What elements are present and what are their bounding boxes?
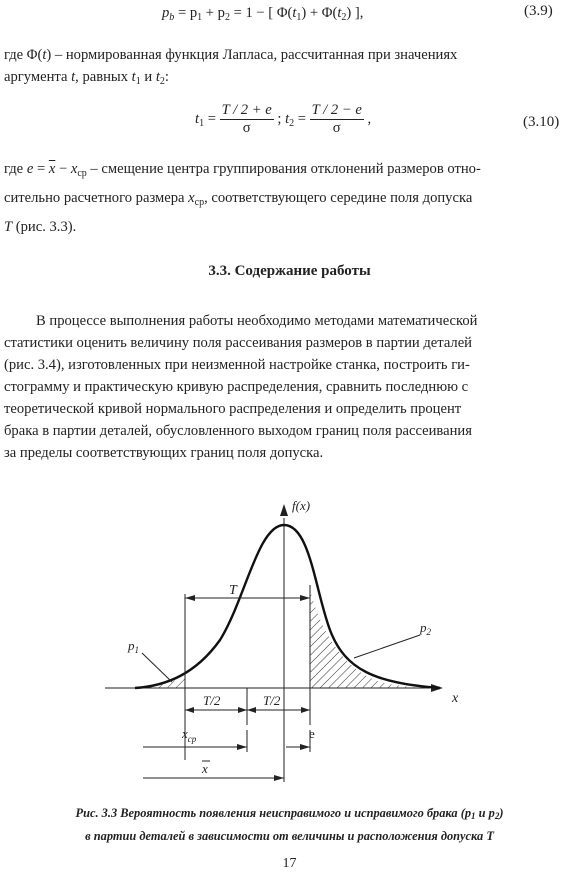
p1-label xyxy=(127,638,139,655)
fraction-numerator: T / 2 − e xyxy=(311,102,362,118)
arrow-head xyxy=(238,707,247,713)
var-t: t xyxy=(71,69,76,85)
line: (рис. 3.4), изготовленных при неизменной настройке станка, построить ги- xyxy=(4,357,470,373)
eq-part: = p xyxy=(174,5,198,21)
eq-var: t xyxy=(195,110,200,127)
sub: ср xyxy=(194,197,205,208)
line: брака в партии деталей, обусловленного выходом границ поля рассеивания xyxy=(4,423,472,439)
paragraph-work-content xyxy=(4,310,575,464)
eq-part: = 1 − [ Φ( xyxy=(229,5,293,21)
var-x: x xyxy=(188,190,195,206)
sub: 2 xyxy=(159,76,165,87)
var-x: x xyxy=(70,161,78,177)
text-run: (рис. 3.3). xyxy=(12,219,77,235)
distribution-curve xyxy=(135,525,440,688)
half-T-right-label: T/2 xyxy=(263,693,281,708)
p1-sub: 1 xyxy=(134,645,139,655)
var-t2: t xyxy=(155,69,160,85)
arrow-head xyxy=(185,595,195,601)
figure-caption xyxy=(0,803,579,846)
fraction-denominator: σ xyxy=(332,120,341,136)
eq-part: ) + Φ( xyxy=(301,5,338,21)
var-e: e xyxy=(26,161,34,177)
text-run: где xyxy=(4,161,27,177)
arrow-head xyxy=(300,744,310,750)
sub: 2 xyxy=(494,811,500,821)
eq-part: = xyxy=(294,110,310,127)
arrow-head xyxy=(300,595,310,601)
equation-3-9 xyxy=(162,2,462,29)
xcp-label xyxy=(181,726,197,744)
text-run: и xyxy=(140,69,156,85)
text-run: , равных xyxy=(75,69,132,85)
eq-part: , xyxy=(363,110,372,127)
text-run: p xyxy=(488,806,495,820)
text-run: − xyxy=(55,161,71,177)
eq-var: t xyxy=(285,110,290,127)
p2-leader xyxy=(354,635,420,658)
paragraph-laplace xyxy=(4,44,575,93)
eq-sub: 2 xyxy=(289,117,295,129)
xcp-sub: ср xyxy=(187,734,197,744)
xbar-label: x xyxy=(202,761,208,776)
y-axis-label: f(x) xyxy=(292,498,311,513)
xcp-letter: x xyxy=(182,726,188,741)
eq-sub: 2 xyxy=(224,12,230,23)
eq-var: t xyxy=(337,5,342,21)
var-t1: t xyxy=(131,69,136,85)
text-run: – смещение центра группирования отклонений размеров отно- xyxy=(86,161,481,177)
p2-hatched-area xyxy=(310,590,440,688)
line: статистики оценить величину поля рассеивания размеров в партии деталей xyxy=(4,335,472,351)
text-run: ) – нормированная функция Лапласа, рассчитанная при значениях xyxy=(46,47,458,63)
eq-lhs-sub: b xyxy=(169,12,175,23)
page-number: 17 xyxy=(282,856,297,871)
eq-part: ) ], xyxy=(346,5,364,21)
text-run: и xyxy=(475,806,489,820)
arrow-head xyxy=(185,707,194,713)
paragraph-offset xyxy=(4,157,575,240)
line: теоретической кривой нормального распределения и определить процент xyxy=(4,401,462,417)
eq-sub: 1 xyxy=(197,12,203,23)
text-run: : xyxy=(164,69,169,85)
text-run: ) xyxy=(499,806,504,820)
eq-part: + p xyxy=(202,5,225,21)
x-axis-label: x xyxy=(452,691,459,706)
arrow-head xyxy=(274,775,284,781)
fraction-numerator: T / 2 + e xyxy=(221,102,272,118)
text-run: где Φ( xyxy=(4,47,43,63)
line: за пределы соответствующих границ поля допуска. xyxy=(4,445,324,461)
figure-normal-distribution xyxy=(0,490,579,795)
equation-3-10 xyxy=(195,102,371,137)
T-label: T xyxy=(229,583,237,598)
sub: ср xyxy=(77,168,87,179)
p2-letter: p xyxy=(420,620,427,635)
eq-part: ; xyxy=(273,110,286,127)
sub: 1 xyxy=(471,811,476,821)
var-xbar: $\overline{x}$ xyxy=(48,161,56,177)
equation-number-3-10: (3.10) xyxy=(523,114,560,130)
eq-sub: 1 xyxy=(296,12,302,23)
var-t: t xyxy=(42,47,47,63)
section-heading: 3.3. Содержание работы xyxy=(208,263,371,279)
fraction-t1 xyxy=(220,102,274,137)
half-T-left-label: T/2 xyxy=(203,693,221,708)
arrow-head xyxy=(247,707,256,713)
eq-lhs: p xyxy=(162,5,170,21)
caption-line-1 xyxy=(0,803,579,826)
p2-label xyxy=(419,620,432,637)
p2-sub: 2 xyxy=(426,627,431,637)
var-T: T xyxy=(4,219,13,235)
text-run: Рис. 3.3 Вероятность появления неисправимого и исправимого брака ( xyxy=(75,806,465,820)
eq-part: = xyxy=(204,110,220,127)
eq-sub: 2 xyxy=(341,12,347,23)
eq-sub: 1 xyxy=(199,117,205,129)
line: В процессе выполнения работы необходимо методами математической xyxy=(36,313,478,329)
eq-var: t xyxy=(292,5,297,21)
text-run: = xyxy=(33,161,49,177)
equation-number-3-9: (3.9) xyxy=(524,3,553,19)
text-run: , соответствующего середине поля допуска xyxy=(204,190,473,206)
caption-line-2: в партии деталей в зависимости от величины и расположения допуска T xyxy=(85,829,494,843)
fraction-denominator: σ xyxy=(242,120,251,136)
arrow-head xyxy=(301,707,310,713)
y-axis-arrow xyxy=(280,504,288,516)
text-run: сительно расчетного размера xyxy=(4,190,189,206)
arrow-head xyxy=(237,744,247,750)
line: стограмму и практическую кривую распределения, сравнить последнюю с xyxy=(4,379,469,395)
text-run: p xyxy=(464,806,472,820)
p1-letter: p xyxy=(128,638,135,653)
fraction-t2 xyxy=(310,102,364,137)
e-label: e xyxy=(309,726,315,741)
text-run: аргумента xyxy=(4,69,72,85)
p1-leader xyxy=(142,653,172,682)
sub: 1 xyxy=(135,76,141,87)
